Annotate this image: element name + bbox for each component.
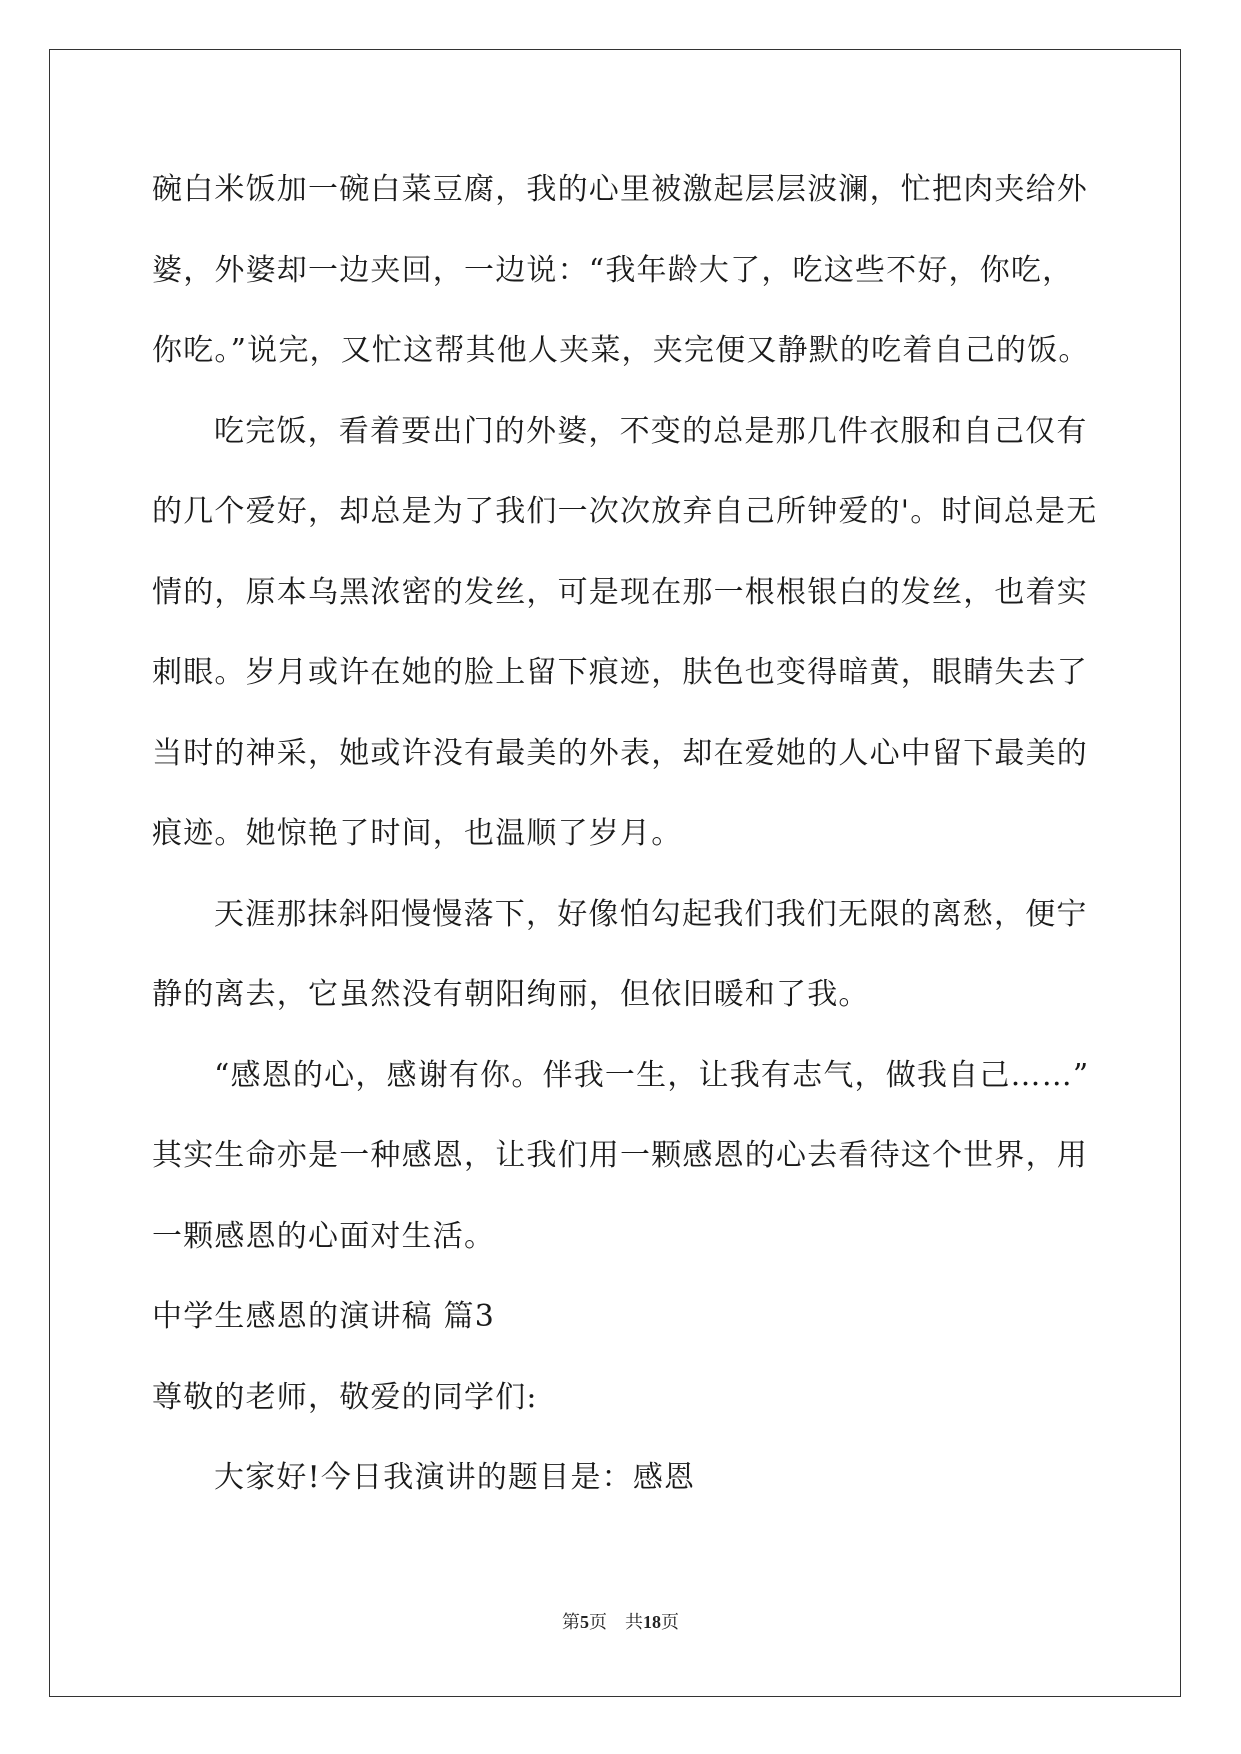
text-line: 其实生命亦是一种感恩，让我们用一颗感恩的心去看待这个世界，用 [152,1138,1088,1173]
text-line: 碗白米饭加一碗白菜豆腐，我的心里被激起层层波澜，忙把肉夹给外 [152,172,1088,207]
section-heading: 中学生感恩的演讲稿 篇3 [152,1299,496,1334]
paragraph-start-line: 大家好!今日我演讲的题目是：感恩 [214,1460,696,1495]
text-line: 静的离去，它虽然没有朝阳绚丽，但依旧暖和了我。 [152,977,870,1012]
text-line: 痕迹。她惊艳了时间，也温顺了岁月。 [152,816,683,851]
text-line: 情的，原本乌黑浓密的发丝，可是现在那一根根银白的发丝，也着实 [152,574,1088,610]
paragraph-start-line: 天涯那抹斜阳慢慢落下，好像怕勾起我们我们无限的离愁，便宁 [214,896,1088,932]
text-line: 当时的神采，她或许没有最美的外表，却在爱她的人心中留下最美的 [152,735,1088,771]
total-pages: 18 [643,1612,661,1632]
text-line: 刺眼。岁月或许在她的脸上留下痕迹，肤色也变得暗黄，眼睛失去了 [152,655,1088,690]
text-line: 你吃。”说完，又忙这帮其他人夹菜，夹完便又静默的吃着自己的饭。 [152,333,1090,368]
salutation: 尊敬的老师，敬爱的同学们: [152,1379,538,1415]
text-line: 婆，外婆却一边夹回，一边说：“我年龄大了，吃这些不好，你吃， [152,252,1074,288]
total-prefix: 共 [625,1612,643,1633]
paragraph-start-line: 吃完饭，看着要出门的外婆，不变的总是那几件衣服和自己仅有 [214,413,1088,449]
document-body [152,162,1098,1531]
page-prefix: 第 [562,1612,580,1633]
text-line: 一颗感恩的心面对生活。 [152,1218,496,1254]
total-unit: 页 [661,1612,679,1633]
page-number: 5 [580,1612,589,1632]
page-footer [0,1610,1241,1635]
page-unit: 页 [589,1612,607,1633]
text-line: 的几个爱好，却总是为了我们一次次放弃自己所钟爱的'。时间总是无 [152,494,1098,529]
paragraph-start-line: “感恩的心，感谢有你。伴我一生，让我有志气，做我自己……” [214,1057,1090,1093]
